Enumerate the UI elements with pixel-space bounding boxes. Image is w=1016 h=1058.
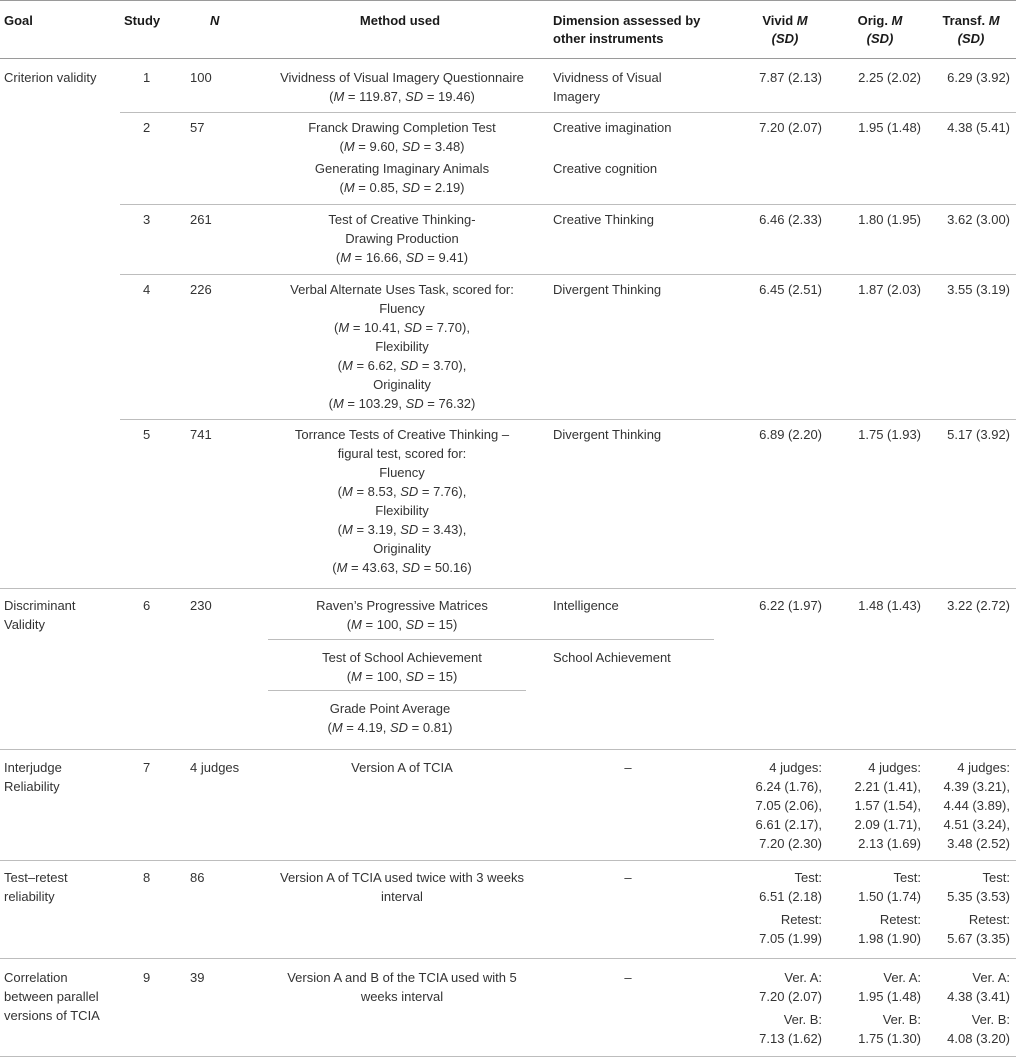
method-line: (M = 4.19, SD = 0.81) [327,720,453,735]
row-rule [0,588,1016,589]
orig-value-line: Test: [893,870,921,885]
vivid-value-line: Ver. A: [784,970,822,985]
dimension-line: Divergent Thinking [553,427,662,442]
method-line: Version A and B of the TCIA used with 5 [287,970,517,985]
method-line: Generating Imaginary Animals [314,161,490,176]
orig-value-line: Ver. B: [882,1012,921,1027]
transf-value-line: 4 judges: [957,760,1010,775]
orig-cell [836,968,921,1048]
study-cell: 8 [143,870,151,885]
dimension-cell: School Achievement [553,650,671,665]
method-line: interval [381,889,423,904]
study-cell: 6 [143,598,151,613]
row-rule [120,419,1016,420]
method-line: (M = 6.62, SD = 3.70), [337,358,467,373]
study-cell: 7 [143,760,151,775]
transf-value-line: 4.44 (3.89), [943,798,1010,813]
vivid-cell [737,968,822,1048]
method-line: Vividness of Visual Imagery Questionnaire [280,70,524,85]
dimension-line: Imagery [553,89,600,104]
n-cell: 86 [190,870,205,885]
method-cell [262,210,542,267]
method-line: (M = 43.63, SD = 50.16) [332,560,472,575]
method-line: Franck Drawing Completion Test [308,120,496,135]
header-study: Study [124,13,161,28]
row-rule [120,204,1016,205]
orig-value-line: 1.95 (1.48) [858,989,921,1004]
transf-value-line: 5.35 (3.53) [947,889,1010,904]
dimension-cell: Creative imagination [553,120,672,135]
vivid-value-line: Retest: [780,912,822,927]
vivid-cell [737,868,822,948]
study-cell: 3 [143,212,151,227]
method-line: Originality [373,377,431,392]
method-line: weeks interval [360,989,444,1004]
method-line: (M = 0.85, SD = 2.19) [339,180,465,195]
method-cell [262,159,542,197]
vivid-value-line: 7.20 (2.07) [759,989,822,1004]
orig-cell: 1.95 (1.48) [858,120,921,135]
n-cell: 100 [190,70,212,85]
method-line: Raven’s Progressive Matrices [316,598,488,613]
method-line: (M = 119.87, SD = 19.46) [329,89,475,104]
method-line: (M = 16.66, SD = 9.41) [335,250,469,265]
vivid-cell: 6.45 (2.51) [759,282,822,297]
transf-value-line: 5.67 (3.35) [947,931,1010,946]
transf-cell: 3.62 (3.00) [947,212,1010,227]
method-line: (M = 3.19, SD = 3.43), [337,522,467,537]
n-cell: 226 [190,282,212,297]
header-dimension: Dimension assessed by other instruments [553,13,701,46]
orig-value-line: 1.50 (1.74) [858,889,921,904]
transf-value-line: 4.38 (3.41) [947,989,1010,1004]
method-line: Version A of TCIA used twice with 3 weeks [280,870,524,885]
vivid-cell: 6.89 (2.20) [759,427,822,442]
method-cell [262,868,542,906]
header-bottom-rule [0,58,1016,59]
method-cell [262,68,542,106]
transf-value-line: Test: [982,870,1010,885]
vivid-value-line: 6.24 (1.76), [755,779,822,794]
dimension-cell [553,68,662,106]
row-rule [120,274,1016,275]
vivid-value-line: Ver. B: [783,1012,822,1027]
transf-cell: 3.55 (3.19) [947,282,1010,297]
header-n: N [210,13,220,28]
vivid-value-line: 6.61 (2.17), [755,817,822,832]
method-line: Test of School Achievement [322,650,482,665]
method-cell [262,280,542,413]
dimension-line: Divergent Thinking [553,282,662,297]
transf-cell [918,868,1010,948]
vivid-value-line: 7.05 (2.06), [755,798,822,813]
header-orig-line1: Orig. M [857,13,903,28]
method-line: figural test, scored for: [337,446,467,461]
orig-cell: 1.75 (1.93) [858,427,921,442]
transf-cell: 6.29 (3.92) [947,70,1010,85]
row-rule [0,749,1016,750]
n-cell: 39 [190,970,205,985]
orig-cell: 2.25 (2.02) [858,70,921,85]
dimension-cell [553,968,703,987]
method-line: (M = 100, SD = 15) [346,669,458,684]
method-line: Originality [373,541,431,556]
dimension-cell: Intelligence [553,598,619,613]
method-cell [250,699,530,737]
orig-value-line: 2.09 (1.71), [854,817,921,832]
transf-value-line: Ver. A: [972,970,1010,985]
method-cell [262,425,542,577]
inner-rule [268,639,714,640]
header-transf-line1: Transf. M [942,13,1000,28]
method-line: (M = 100, SD = 15) [346,617,458,632]
dimension-cell [553,425,661,444]
dimension-line: – [624,760,632,775]
header-orig: Orig. M (SD) [830,12,930,48]
method-line: (M = 10.41, SD = 7.70), [334,320,470,335]
transf-cell: 5.17 (3.92) [947,427,1010,442]
study-cell: 5 [143,427,151,442]
dimension-cell [553,210,654,229]
orig-cell: 1.87 (2.03) [858,282,921,297]
goal-cell: Interjudge Reliability [4,760,62,794]
goal-cell: Discriminant Validity [4,598,76,632]
header-goal: Goal [4,13,33,28]
method-cell [262,648,542,686]
orig-value-line: 1.75 (1.30) [858,1031,921,1046]
orig-value-line: 2.13 (1.69) [858,836,921,851]
orig-cell: 1.48 (1.43) [858,598,921,613]
header-transf: Transf. M (SD) [925,12,1016,48]
n-cell: 741 [190,427,212,442]
dimension-cell [553,868,703,887]
goal-cell: Criterion validity [4,70,97,85]
method-cell [262,118,542,156]
n-cell: 57 [190,120,205,135]
table-top-rule [0,0,1016,1]
goal-cell: Correlation between parallel versions of TCIA [4,970,100,1023]
vivid-value-line: 7.05 (1.99) [759,931,822,946]
row-rule [0,958,1016,959]
study-cell: 4 [143,282,151,297]
vivid-cell [737,758,822,853]
orig-value-line: 2.21 (1.41), [854,779,921,794]
study-cell: 2 [143,120,151,135]
study-cell: 1 [143,70,151,85]
method-cell [262,596,542,634]
vivid-value-line: 4 judges: [769,760,822,775]
transf-cell: 4.38 (5.41) [947,120,1010,135]
method-line: Flexibility [375,503,429,518]
method-line: Test of Creative Thinking- [328,212,476,227]
method-cell [262,968,542,1006]
row-rule [0,860,1016,861]
transf-cell [918,758,1010,853]
vivid-cell: 6.46 (2.33) [759,212,822,227]
n-cell: 230 [190,598,212,613]
transf-cell: 3.22 (2.72) [947,598,1010,613]
n-cell: 261 [190,212,212,227]
method-line: Fluency [379,301,425,316]
dimension-line: Vividness of Visual [553,70,662,85]
inner-rule [268,690,526,691]
method-line: Fluency [379,465,425,480]
header-method: Method used [359,13,441,28]
vivid-cell: 7.20 (2.07) [759,120,822,135]
transf-value-line: 3.48 (2.52) [947,836,1010,851]
transf-value-line: 4.51 (3.24), [943,817,1010,832]
method-cell [262,758,542,777]
row-rule [120,112,1016,113]
vivid-cell: 6.22 (1.97) [759,598,822,613]
method-line: Grade Point Average [329,701,451,716]
dimension-cell [553,758,703,777]
transf-value-line: 4.39 (3.21), [943,779,1010,794]
dimension-line: Creative Thinking [553,212,654,227]
goal-cell: Test–retest reliability [4,870,68,904]
header-vivid-line1: Vivid M [762,13,808,28]
orig-cell: 1.80 (1.95) [858,212,921,227]
method-line: (M = 103.29, SD = 76.32) [328,396,476,411]
vivid-value-line: 6.51 (2.18) [759,889,822,904]
method-line: Torrance Tests of Creative Thinking – [294,427,510,442]
table-bottom-rule [0,1056,1016,1057]
vivid-value-line: 7.13 (1.62) [759,1031,822,1046]
orig-value-line: 1.98 (1.90) [858,931,921,946]
orig-value-line: 1.57 (1.54), [854,798,921,813]
orig-cell [836,868,921,948]
n-cell: 4 judges [190,760,240,775]
orig-cell [836,758,921,853]
orig-value-line: 4 judges: [868,760,921,775]
orig-value-line: Ver. A: [883,970,921,985]
header-vivid: Vivid M (SD) [730,12,840,48]
transf-value-line: Retest: [968,912,1010,927]
transf-cell [918,968,1010,1048]
transf-value-line: Ver. B: [971,1012,1010,1027]
vivid-value-line: Test: [794,870,822,885]
method-line: Drawing Production [345,231,459,246]
method-line: Verbal Alternate Uses Task, scored for: [290,282,514,297]
dimension-line: – [624,970,632,985]
study-cell: 9 [143,970,151,985]
method-line: (M = 9.60, SD = 3.48) [339,139,465,154]
vivid-value-line: 7.20 (2.30) [759,836,822,851]
dimension-cell [553,280,661,299]
dimension-line: – [624,870,632,885]
dimension-cell: Creative cognition [553,161,658,176]
method-line: (M = 8.53, SD = 7.76), [337,484,467,499]
method-line: Version A of TCIA [351,760,453,775]
vivid-cell: 7.87 (2.13) [759,70,822,85]
method-line: Flexibility [375,339,429,354]
transf-value-line: 4.08 (3.20) [947,1031,1010,1046]
orig-value-line: Retest: [879,912,921,927]
